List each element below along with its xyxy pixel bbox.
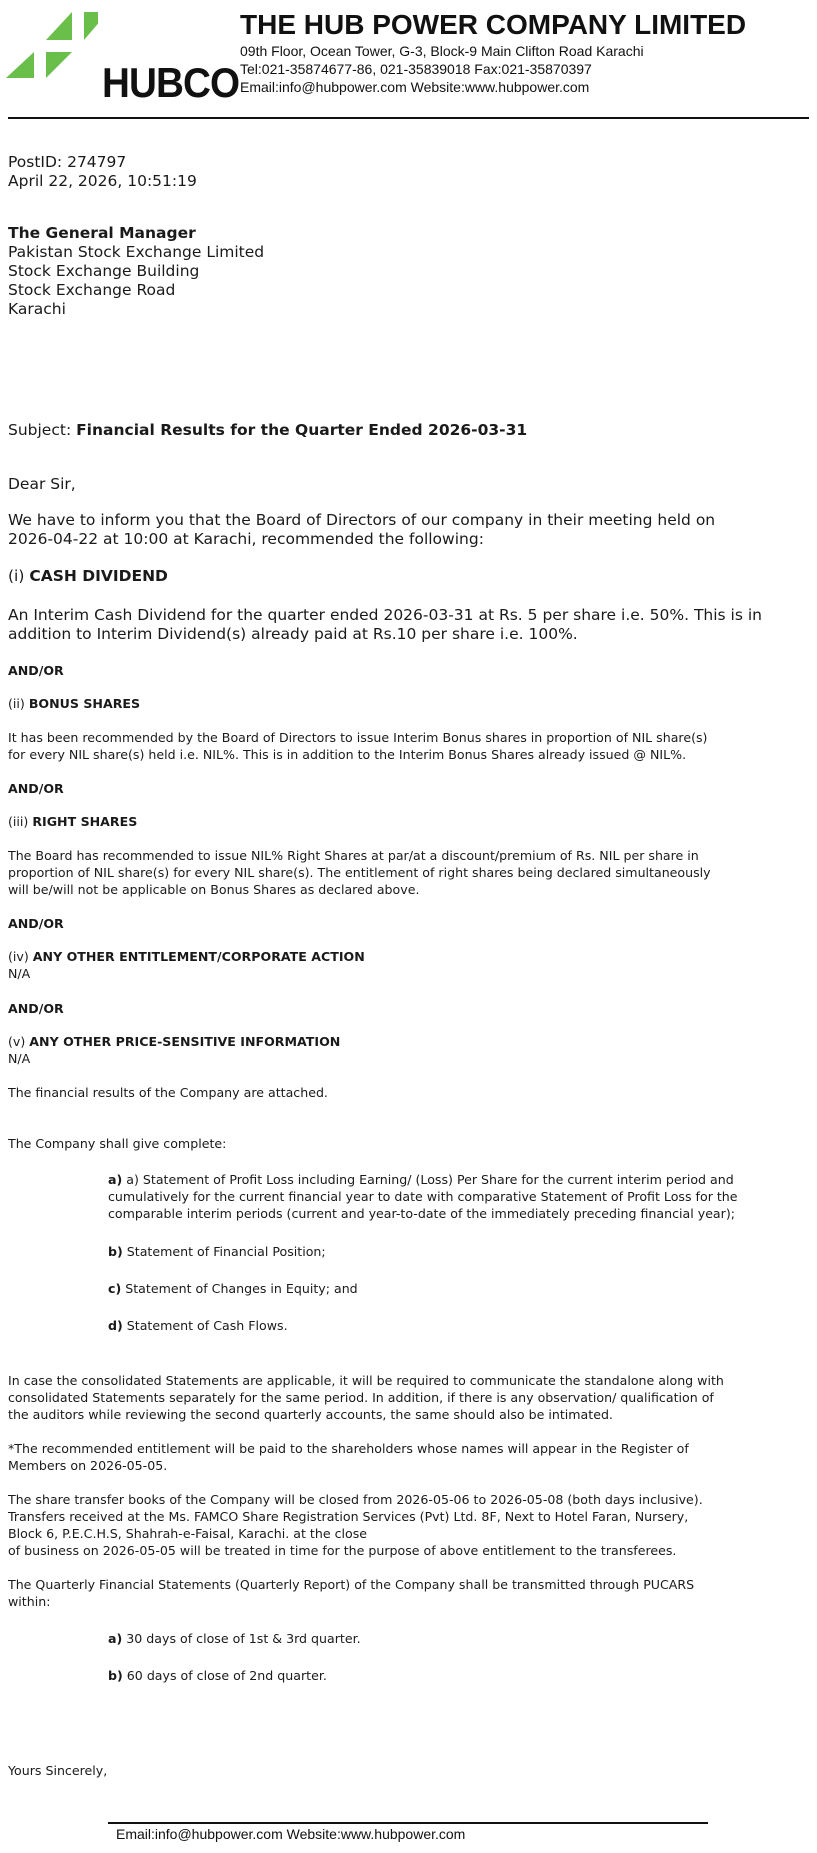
consolidated-text: the auditors while reviewing the second quarterly accounts, the same should also be intimated. <box>8 1407 613 1422</box>
cash-dividend-heading <box>8 567 168 586</box>
transfer-books-text: Block 6, P.E.C.H.S, Shahrah-e-Faisal, Karachi. at the close <box>8 1526 368 1541</box>
recipient-line: Karachi <box>8 300 66 318</box>
section-number: (ii) <box>8 696 29 711</box>
transfer-books-text: Transfers received at the Ms. FAMCO Share Registration Services (Pvt) Ltd. 8F, Next to Hotel Faran, Nursery, <box>8 1509 689 1524</box>
right-shares-heading <box>8 813 137 830</box>
andor-separator: AND/OR <box>8 663 64 678</box>
intro-line: 2026-04-22 at 10:00 at Karachi, recommended the following: <box>8 530 484 548</box>
transfer-books-text: of business on 2026-05-05 will be treated in time for the purpose of above entitlement to the transferees. <box>8 1543 677 1558</box>
letterhead <box>0 0 817 118</box>
other-price-value: N/A <box>8 1051 31 1066</box>
recipient-line: Stock Exchange Road <box>8 281 176 299</box>
entitlement-note: Members on 2026-05-05. <box>8 1458 168 1473</box>
subject-label: Subject: <box>8 421 77 439</box>
right-shares-text: The Board has recommended to issue NIL% Right Shares at par/at a discount/premium of Rs. NIL per share in <box>8 848 699 863</box>
company-email-website: Email:info@hubpower.com Website:www.hubpower.com <box>240 79 590 95</box>
section-number: (v) <box>8 1034 30 1049</box>
footer-contact: Email:info@hubpower.com Website:www.hubpower.com <box>116 1826 466 1842</box>
consolidated-text: consolidated Statements separately for the same period. In addition, if there is any observation/ qualification of <box>8 1390 714 1405</box>
list-label: b) <box>108 1668 123 1683</box>
andor-separator: AND/OR <box>8 916 64 931</box>
list-item-b <box>108 1243 326 1260</box>
list-text: Statement of Cash Flows. <box>122 1318 288 1333</box>
results-attached: The financial results of the Company are attached. <box>8 1085 328 1100</box>
company-address: 09th Floor, Ocean Tower, G-3, Block-9 Main Clifton Road Karachi <box>240 43 644 59</box>
company-phone-fax: Tel:021-35874677-86, 021-35839018 Fax:021-35870397 <box>240 61 592 77</box>
list-label: b) <box>108 1244 123 1259</box>
cash-dividend-text: addition to Interim Dividend(s) already paid at Rs.10 per share i.e. 100%. <box>8 625 578 643</box>
salutation: Dear Sir, <box>8 475 76 493</box>
right-shares-text: will be/will not be applicable on Bonus Shares as declared above. <box>8 882 420 897</box>
list-text: a) Statement of Profit Loss including Earning/ (Loss) Per Share for the current interim period and <box>122 1172 734 1187</box>
company-info <box>240 8 810 96</box>
header-divider <box>8 117 809 119</box>
andor-separator: AND/OR <box>8 1001 64 1016</box>
post-datetime: April 22, 2026, 10:51:19 <box>8 172 197 190</box>
section-title: ANY OTHER ENTITLEMENT/CORPORATE ACTION <box>32 949 365 964</box>
list-label: a) <box>108 1631 123 1646</box>
list-label: c) <box>108 1281 122 1296</box>
section-number: (iv) <box>8 949 33 964</box>
list-label: d) <box>108 1318 123 1333</box>
quarterly-text: The Quarterly Financial Statements (Quarterly Report) of the Company shall be transmitted through PUCARS <box>8 1577 695 1592</box>
list-text: Statement of Financial Position; <box>122 1244 326 1259</box>
list-text: 30 days of close of 1st & 3rd quarter. <box>122 1631 361 1646</box>
company-name: THE HUB POWER COMPANY LIMITED <box>240 9 747 40</box>
entitlement-note: *The recommended entitlement will be paid to the shareholders whose names will appear in the Register of <box>8 1441 689 1456</box>
list-item-c <box>108 1280 358 1297</box>
right-shares-text: proportion of NIL share(s) for every NIL share(s). The entitlement of right shares being declared simultaneously <box>8 865 711 880</box>
list-text: 60 days of close of 2nd quarter. <box>122 1668 327 1683</box>
cash-dividend-text: An Interim Cash Dividend for the quarter ended 2026-03-31 at Rs. 5 per share i.e. 50%. This is in <box>8 606 762 624</box>
bonus-shares-text: for every NIL share(s) held i.e. NIL%. This is in addition to the Interim Bonus Shares already issued @ NIL%. <box>8 747 687 762</box>
list-item-a-cont: comparable interim periods (current and year-to-date of the immediately preceding financial year); <box>108 1206 735 1221</box>
quarterly-item-b <box>108 1667 327 1684</box>
section-title: RIGHT SHARES <box>32 814 138 829</box>
intro-line: We have to inform you that the Board of Directors of our company in their meeting held on <box>8 511 716 529</box>
other-entitlement-heading <box>8 948 365 965</box>
hubco-leaf-icon <box>6 12 98 82</box>
subject-text: Financial Results for the Quarter Ended 2026-03-31 <box>76 421 528 439</box>
hubco-logo <box>6 12 240 106</box>
list-item-a <box>108 1171 734 1188</box>
complete-intro: The Company shall give complete: <box>8 1136 227 1151</box>
logo-wordmark: HUBCO <box>102 59 240 106</box>
recipient-line: Stock Exchange Building <box>8 262 200 280</box>
section-title: ANY OTHER PRICE-SENSITIVE INFORMATION <box>29 1034 341 1049</box>
section-number: (iii) <box>8 814 33 829</box>
consolidated-text: In case the consolidated Statements are applicable, it will be required to communicate the standalone along with <box>8 1373 724 1388</box>
post-id: PostID: 274797 <box>8 153 127 171</box>
section-title: CASH DIVIDEND <box>29 567 168 585</box>
quarterly-text: within: <box>8 1594 51 1609</box>
bonus-shares-heading <box>8 695 140 712</box>
section-title: BONUS SHARES <box>28 696 141 711</box>
other-price-heading <box>8 1033 340 1050</box>
subject-line <box>8 421 527 440</box>
andor-separator: AND/OR <box>8 781 64 796</box>
recipient-title: The General Manager <box>8 224 196 242</box>
list-item-d <box>108 1317 288 1334</box>
closing: Yours Sincerely, <box>8 1763 108 1778</box>
other-entitlement-value: N/A <box>8 966 31 981</box>
list-item-a-cont: cumulatively for the current financial year to date with comparative Statement of Profit Loss for the <box>108 1189 738 1204</box>
quarterly-item-a <box>108 1630 361 1647</box>
transfer-books-text: The share transfer books of the Company will be closed from 2026-05-06 to 2026-05-08 (both days inclusive). <box>8 1492 703 1507</box>
section-number: (i) <box>8 567 30 585</box>
recipient-line: Pakistan Stock Exchange Limited <box>8 243 265 261</box>
footer-divider <box>108 1822 708 1824</box>
list-text: Statement of Changes in Equity; and <box>121 1281 358 1296</box>
list-label: a) <box>108 1172 123 1187</box>
bonus-shares-text: It has been recommended by the Board of Directors to issue Interim Bonus shares in proportion of NIL share(s) <box>8 730 708 745</box>
